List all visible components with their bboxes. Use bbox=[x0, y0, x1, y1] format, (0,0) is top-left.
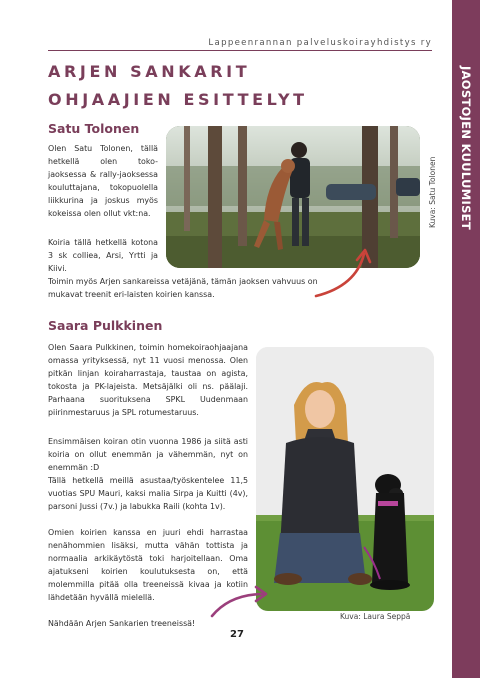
section2-name: Saara Pulkkinen bbox=[48, 318, 163, 333]
section1-paragraph2: Koiria tällä hetkellä kotona 3 sk colliea, Arsi, Yrtti ja Kiivi. bbox=[48, 238, 158, 273]
section1-paragraph1: Olen Satu Tolonen, tällä hetkellä olen toko-jaoksessa & rally-jaoksessa kouluttajana, tokopuolella liikkurina ja joskus myös kokeissa olen ollut vkt:na. bbox=[48, 144, 158, 218]
section2-paragraph2: Ensimmäisen koiran otin vuonna 1986 ja siitä asti koiria on ollut enemmän ja vähemmän, nyt on enemmän :D bbox=[48, 437, 248, 472]
photo-satu-with-dog bbox=[166, 126, 420, 268]
header-organization: Lappeenrannan palveluskoirayhdistys ry bbox=[208, 38, 432, 48]
studio-portrait-photo bbox=[256, 347, 434, 611]
page-title: ARJEN SANKARIT bbox=[48, 62, 251, 81]
section1-paragraph3: Toimin myös Arjen sankareissa vetäjänä, tämän jaoksen vahvuus on mukavat treenit eri-laisten koirien kanssa. bbox=[48, 277, 318, 299]
forest-training-photo bbox=[166, 126, 420, 268]
header-divider bbox=[48, 50, 432, 51]
section1-name: Satu Tolonen bbox=[48, 121, 140, 136]
page-number: 27 bbox=[230, 629, 244, 640]
section2-paragraph4: Omien koirien kanssa en juuri ehdi harrastaa nenähommien lisäksi, mutta vähän tottista ja normaalia arkikäytöstä toki harjoitellaan. Oma ajatukseni koirien koulutuksesta on, että molemmilla pitää olla treeneissä kivaa ja kotiin lähdetään hyvällä mielellä. bbox=[48, 528, 248, 602]
photo2-credit: Kuva: Laura Seppä bbox=[340, 612, 411, 621]
curved-arrow-icon bbox=[310, 242, 380, 300]
section2-paragraph5: Nähdään Arjen Sankarien treeneissä! bbox=[48, 619, 196, 628]
page-subtitle: OHJAAJIEN ESITTELYT bbox=[48, 90, 308, 109]
sidebar-tab bbox=[452, 0, 480, 678]
sidebar-label: JAOSTOJEN KUULUMISET bbox=[459, 66, 473, 230]
photo1-credit: Kuva: Satu Tolonen bbox=[428, 156, 437, 228]
section2-paragraph3: Tällä hetkellä meillä asustaa/työskentelee 11,5 vuotias SPU Mauri, kaksi malia Sirpa ja Kuitti (4v), parsoni Jussi (7v.) ja labukka Raili (kohta 1v). bbox=[48, 476, 248, 511]
photo-saara-with-dog bbox=[256, 347, 434, 611]
curved-arrow-icon bbox=[206, 582, 272, 622]
section2-paragraph1: Olen Saara Pulkkinen, toimin homekoiraohjaajana omassa yrityksessä, nyt 11 vuosi menossa. Olen pitkän linjan koiraharrastaja, taustaa on agista, tokosta ja PK-lajeista. Metsäjälki oli ns. päälaji. Parhaana suorituksena SPKL Uudenmaan piirinmestaruus ja SPL rotumestaruus. bbox=[48, 343, 248, 417]
